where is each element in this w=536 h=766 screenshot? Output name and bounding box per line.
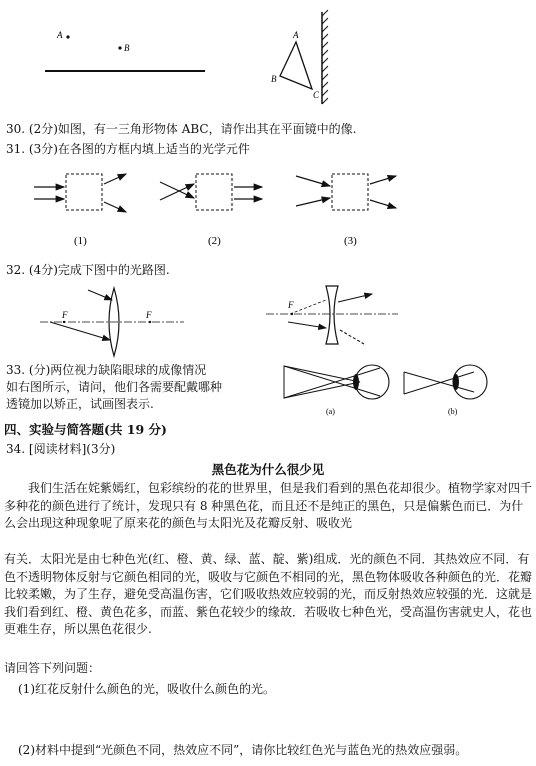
fig31-box-3 (296, 174, 396, 247)
fig33-eye-b (404, 365, 487, 416)
mirror-hatching (322, 10, 328, 104)
figure-30 (0, 0, 536, 115)
fig32-concave-lens-diagram (266, 286, 398, 344)
vertex-c-label: C (313, 90, 320, 100)
vertex-b-label: B (271, 74, 277, 84)
fig31-label-2: (2) (208, 235, 221, 247)
figure-33 (270, 356, 506, 420)
question-33-line1: 33. (分)两位视力缺陷眼球的成像情况 (6, 363, 207, 377)
fig32-focus-right: F (146, 310, 152, 320)
sub-question-2: (2)材料中提到“光颜色不同，热效应不同”，请你比较红色光与蓝色光的热效应强弱。 (18, 743, 468, 757)
sub-question-1: (1)红花反射什么颜色的光，吸收什么颜色的光。 (18, 682, 275, 696)
vertex-a-label: A (293, 30, 299, 40)
question-33-line2: 如右图所示，请问，他们各需要配戴哪种 (6, 380, 223, 394)
fig33-label-b: (b) (448, 407, 458, 416)
fig31-box-1 (34, 174, 126, 247)
question-31: 31. (3分)在各图的方框内填上适当的光学元件 (6, 142, 250, 156)
section-4-heading: 四、实验与简答题(共 19 分) (4, 422, 167, 437)
figure-31 (0, 160, 536, 252)
point-b-label: B (124, 43, 130, 53)
question-30: 30. (2分)如图，有一三角形物体 ABC，请作出其在平面镜中的像. (6, 122, 357, 136)
concave-lens (326, 286, 338, 344)
fig32-focus-left: F (62, 310, 68, 320)
fig33-eye-a (284, 365, 389, 416)
article-paragraph-2: 有关．太阳光是由七种色光(红、橙、黄、绿、蓝、靛、紫)组成．光的颜色不同．其热效应不同．有色不透明物体反射与它颜色相同的光，吸收与它颜色不相同的光，黑色物体吸收各种颜色的光．花瓣比较柔嫩，为了生存，避免受高温伤害，它们吸收热效应较弱的光，而反射热效应较强的光．这就是我们看到红、橙、黄色花多，而蓝、紫色花较少的缘故．若吸收七种色光，受高温伤害就史人，花也更难生存，所以黑色花很少. (4, 552, 533, 636)
answer-prompt: 请回答下列问题： (4, 661, 101, 675)
fig31-label-3: (3) (344, 235, 357, 247)
point-a-dot (66, 35, 69, 38)
point-a-label: A (57, 30, 63, 40)
fig32-focus-concave: F (288, 300, 294, 310)
article-paragraph-1: 我们生活在姹紫嫣红，包彩缤纷的花的世界里，但是我们看到的黑色花却很少。植物学家对四千多种花的颜色进行了统计，发现只有 8 种黑色花，而且还不是纯正的黑色，只是偏紫色而已．为什么会出现这种现象呢了原来花的颜色与太阳光及花瓣反射、吸收光 (4, 481, 533, 530)
fig33-label-a: (a) (326, 407, 335, 416)
question-33-line3: 透镜加以矫正，试画图表示. (6, 397, 154, 411)
figure-32 (0, 282, 536, 362)
triangle-abc (280, 42, 312, 89)
fig30-left (45, 30, 205, 71)
fig31-label-1: (1) (74, 235, 87, 247)
fig32-convex-lens-diagram (40, 288, 184, 356)
point-b-dot (118, 46, 121, 49)
article-title: 黑色花为什么很少见 (211, 462, 325, 477)
question-32: 32. (4分)完成下图中的光路图. (6, 263, 170, 277)
fig30-right (271, 10, 328, 104)
fig31-box-2 (160, 174, 262, 247)
question-34: 34. [阅读材料](3分) (6, 442, 116, 456)
